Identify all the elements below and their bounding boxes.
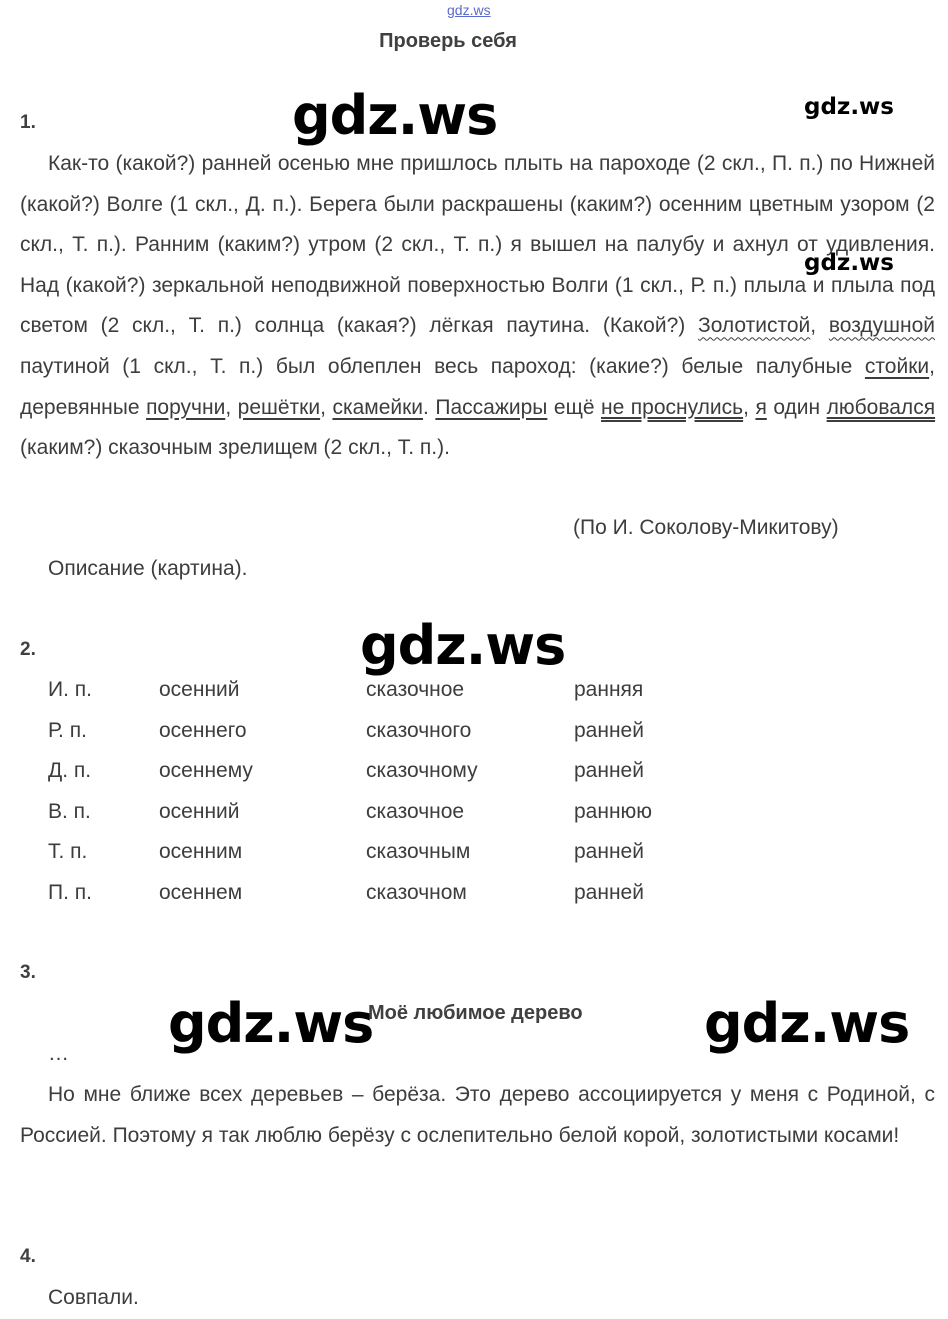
table-cell: ранней <box>574 759 644 783</box>
table-cell: осеннего <box>159 718 247 742</box>
task-1-text: Как-то (какой?) ранней осенью мне пришлось плыть на пароходе (2 скл., П. п.) по Нижней (какой?) Волге (1 скл., Д. п.). Берега были раскрашены (каким?) осенним цветным узором (2 скл., Т. п.). Ранним (каким?) утром (2 скл., Т. п.) я вышел на палубу и ахнул от удивления. Над (какой?) зеркальной неподвижной поверхностью Волги (1 скл., Р. п.) плыла и плыла под светом (2 скл., Т. п.) солнца (какая?) лёгкая паутина. (Какой?) Золотистой, воздушной паутиной (1 скл., Т. п.) был облеплен весь пароход: (какие?) белые палубные стойки, деревянные поручни, решётки, скамейки. Пассажиры ещё не проснулись, я один любовался (каким?) сказочным зрелищем (2 скл., Т. п.). <box>20 152 936 460</box>
task-number-2: 2. <box>20 639 36 660</box>
watermark: gdz.ws <box>292 84 498 147</box>
table-cell: ранняя <box>574 678 644 701</box>
table-cell: ранней <box>574 718 644 742</box>
task-number-3: 3. <box>20 962 36 983</box>
table-cell: осенним <box>159 840 243 864</box>
table-cell: сказочное <box>366 799 465 823</box>
table-cell: осенний <box>159 678 240 701</box>
table-cell: раннюю <box>574 799 653 823</box>
case-label: Т. п. <box>48 840 88 864</box>
watermark: gdz.ws <box>168 992 374 1055</box>
table-cell: осеннем <box>159 880 243 904</box>
essay-title: Моё любимое дерево <box>368 1002 583 1024</box>
watermark: gdz.ws <box>804 94 894 120</box>
table-cell: сказочным <box>366 840 471 864</box>
task-4-answer: Совпали. <box>48 1286 139 1309</box>
task-number-4: 4. <box>20 1246 36 1267</box>
task-1-answer: Описание (картина). <box>48 557 248 580</box>
task-number-1: 1. <box>20 112 36 133</box>
case-label: Д. п. <box>48 759 92 783</box>
watermark: gdz.ws <box>704 992 910 1055</box>
watermark: gdz.ws <box>360 614 566 677</box>
table-cell: осеннему <box>159 759 253 783</box>
table-cell: сказочное <box>366 678 465 701</box>
table-cell: сказочному <box>366 759 478 783</box>
case-label: П. п. <box>48 880 92 904</box>
text-source: (По И. Соколову-Микитову) <box>573 516 839 539</box>
table-cell: сказочном <box>366 880 467 904</box>
case-label: Р. п. <box>48 718 87 742</box>
page-title: Проверь себя <box>379 30 517 52</box>
table-cell: ранней <box>574 880 644 904</box>
table-cell: сказочного <box>366 718 472 742</box>
watermark: gdz.ws <box>804 250 894 276</box>
ellipsis: … <box>48 1042 69 1065</box>
essay-text: Но мне ближе всех деревьев – берёза. Это дерево ассоциируется у меня с Родиной, с Россией. Поэтому я так люблю берёзу с ослепительно белой корой, золотистыми косами! <box>20 1083 935 1147</box>
table-cell: ранней <box>574 840 644 864</box>
case-label: И. п. <box>48 678 92 701</box>
watermark-link[interactable]: gdz.ws <box>447 2 491 18</box>
case-label: В. п. <box>48 799 91 823</box>
table-cell: осенний <box>159 799 240 823</box>
